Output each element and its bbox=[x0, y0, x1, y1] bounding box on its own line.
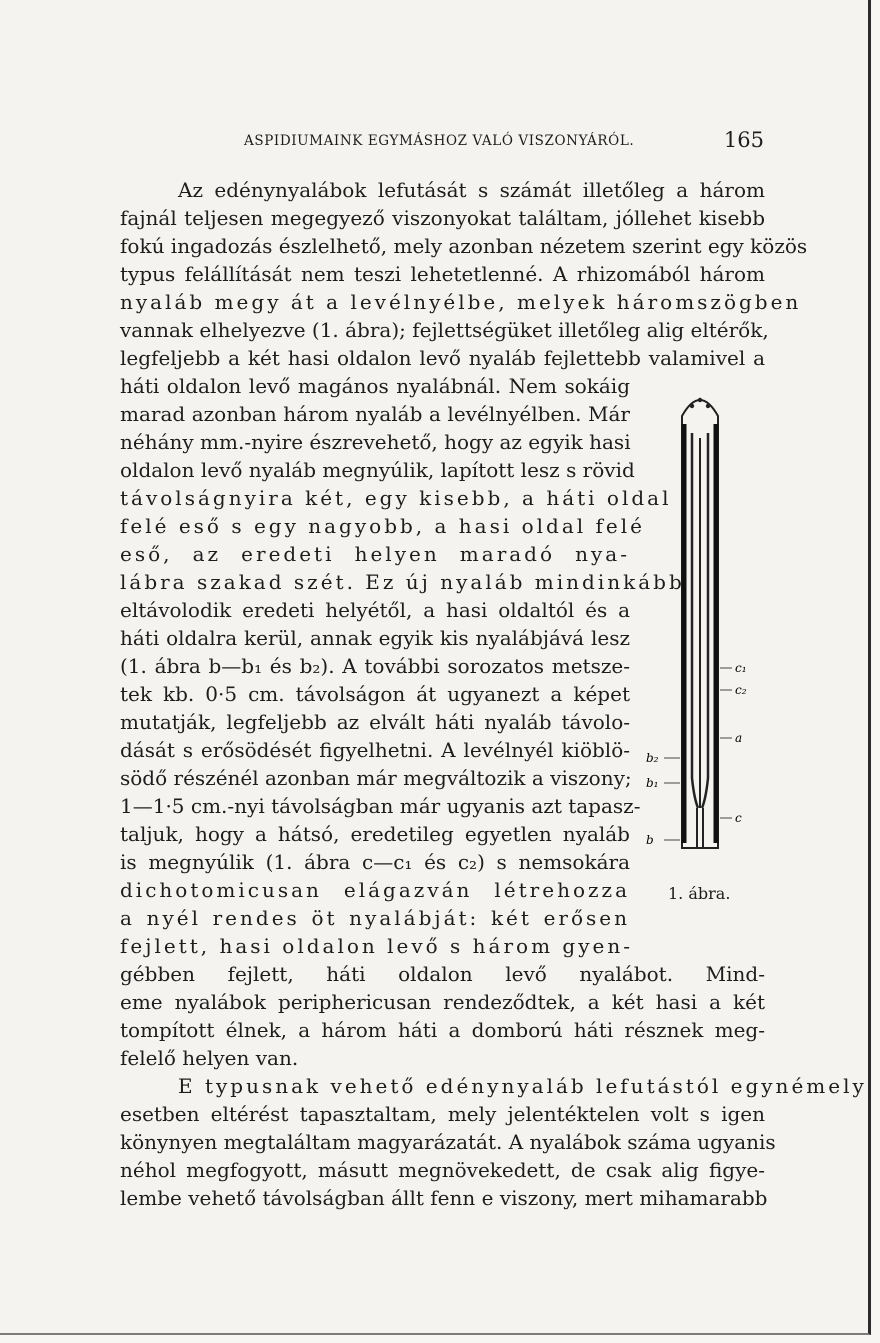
body-line: néhány mm.-nyire észrevehető, hogy az egyik hasi bbox=[120, 430, 631, 454]
body-line: távolságnyira két, egy kisebb, a háti oldal bbox=[120, 486, 672, 510]
body-line: Az edénynyalábok lefutását s számát illetőleg a három bbox=[178, 178, 765, 202]
body-line: háti oldalra kerül, annak egyik kis nyalábjává lesz bbox=[120, 626, 630, 650]
petiole-diagram bbox=[640, 378, 760, 878]
body-line: lábra szakad szét. Ez új nyaláb mindinkább bbox=[120, 570, 685, 594]
body-line: tek kb. 0·5 cm. távolságon át ugyanezt a képet bbox=[120, 682, 630, 706]
body-line: tompított élnek, a három háti a domború háti résznek meg- bbox=[120, 1018, 765, 1042]
body-line: mutatják, legfeljebb az elvált háti nyaláb távolo- bbox=[120, 710, 630, 734]
body-line: felelő helyen van. bbox=[120, 1046, 299, 1070]
body-line: könynyen megtaláltam magyarázatát. A nyalábok száma ugyanis bbox=[120, 1130, 776, 1154]
body-line: fejlett, hasi oldalon levő s három gyen- bbox=[120, 934, 633, 958]
body-line: E typusnak vehető edénynyaláb lefutástól egynémely bbox=[178, 1074, 867, 1098]
body-line: nyaláb megy át a levélnyélbe, melyek háromszögben bbox=[120, 290, 802, 314]
body-line: felé eső s egy nagyobb, a hasi oldal felé bbox=[120, 514, 646, 538]
label-b2: b₂ bbox=[646, 751, 659, 765]
body-line: néhol megfogyott, másutt megnövekedett, de csak alig figye- bbox=[120, 1158, 765, 1182]
body-line: a nyél rendes öt nyalábját: két erősen bbox=[120, 906, 630, 930]
body-line: dását s erősödését figyelhetni. A levélnyél kiöblö- bbox=[120, 738, 630, 762]
body-line: eső, az eredeti helyen maradó nya- bbox=[120, 542, 630, 566]
body-line: esetben eltérést tapasztaltam, mely jelentéktelen volt s igen bbox=[120, 1102, 765, 1126]
body-line: taljuk, hogy a hátsó, eredetileg egyetlen nyaláb bbox=[120, 822, 630, 846]
body-line: typus felállítását nem teszi lehetetlenné. A rhizomából három bbox=[120, 262, 765, 286]
body-line: gébben fejlett, háti oldalon levő nyalábot. Mind- bbox=[120, 962, 765, 986]
body-line: eltávolodik eredeti helyétől, a hasi oldaltól és a bbox=[120, 598, 630, 622]
body-line: (1. ábra b—b₁ és b₂). A további sorozatos metsze- bbox=[120, 654, 630, 678]
page-number: 165 bbox=[723, 128, 764, 152]
body-line: oldalon levő nyaláb megnyúlik, lapított lesz s rövid bbox=[120, 458, 635, 482]
body-line: marad azonban három nyaláb a levélnyélben. Már bbox=[120, 402, 630, 426]
body-line: dichotomicusan elágazván létrehozza bbox=[120, 878, 630, 902]
body-line: vannak elhelyezve (1. ábra); fejlettségüket illetőleg alig eltérők, bbox=[120, 318, 769, 342]
label-c1: c₁ bbox=[735, 661, 747, 675]
figure-caption: 1. ábra. bbox=[668, 884, 731, 903]
figure-1-petiole-section bbox=[640, 378, 760, 918]
body-line: háti oldalon levő magános nyalábnál. Nem sokáig bbox=[120, 374, 630, 398]
running-title: ASPIDIUMAINK EGYMÁSHOZ VALÓ VISZONYÁRÓL. bbox=[244, 133, 635, 149]
label-b: b bbox=[646, 833, 654, 847]
label-a: a bbox=[735, 731, 743, 745]
body-line: södő részénél azonban már megváltozik a viszony; bbox=[120, 766, 632, 790]
label-c: c bbox=[735, 811, 742, 825]
body-line: is megnyúlik (1. ábra c—c₁ és c₂) s nemsokára bbox=[120, 850, 630, 874]
body-line: fokú ingadozás észlelhető, mely azonban nézetem szerint egy közös bbox=[120, 234, 808, 258]
body-line: 1—1·5 cm.-nyi távolságban már ugyanis azt tapasz- bbox=[120, 794, 641, 818]
body-line: legfeljebb a két hasi oldalon levő nyaláb fejlettebb valamivel a bbox=[120, 346, 765, 370]
label-c2: c₂ bbox=[735, 683, 747, 697]
body-line: eme nyalábok periphericusan rendeződtek, a két hasi a két bbox=[120, 990, 765, 1014]
body-line: fajnál teljesen megegyező viszonyokat találtam, jóllehet kisebb bbox=[120, 206, 765, 230]
body-line: lembe vehető távolságban állt fenn e viszony, mert mihamarabb bbox=[120, 1186, 768, 1210]
label-b1: b₁ bbox=[646, 776, 659, 790]
